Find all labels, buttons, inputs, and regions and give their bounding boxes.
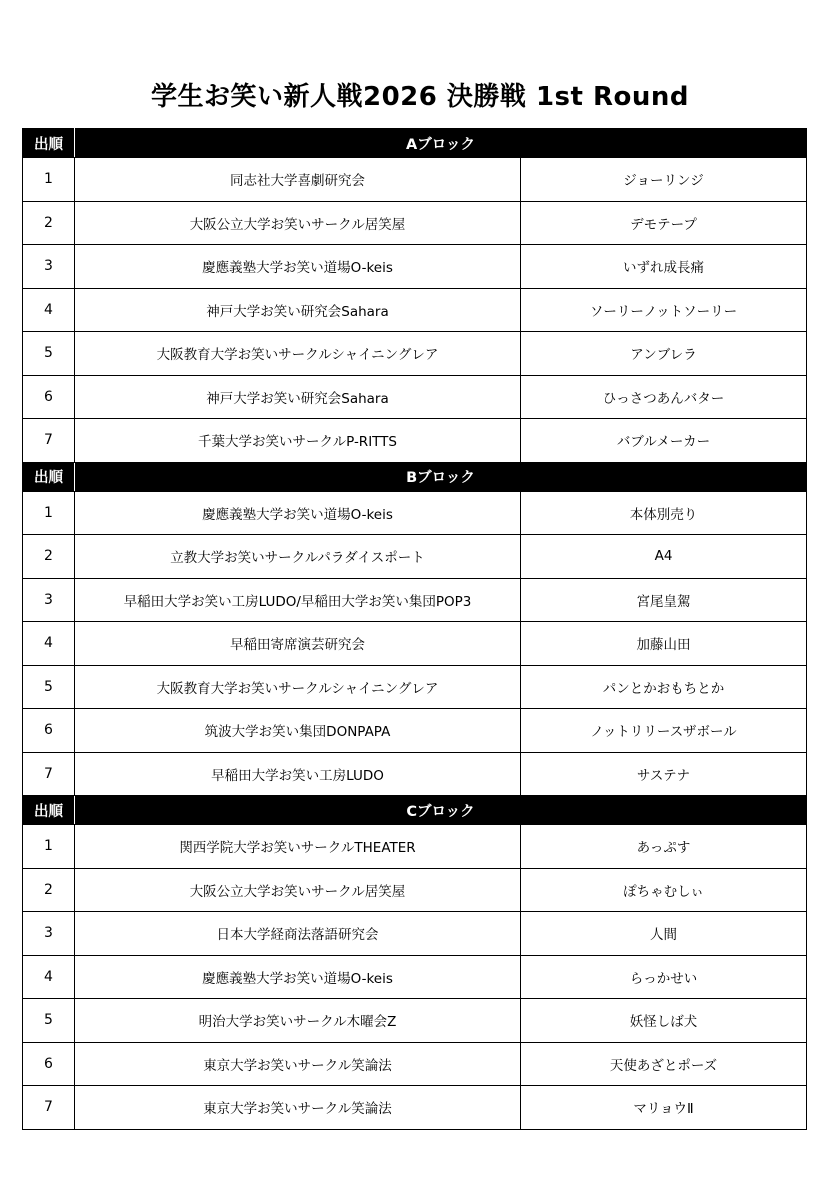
performance-order: 2 bbox=[23, 535, 75, 579]
school-club-name: 東京大学お笑いサークル笑論法 bbox=[75, 1042, 521, 1086]
performance-order: 4 bbox=[23, 288, 75, 332]
school-club-name: 千葉大学お笑いサークルP-RITTS bbox=[75, 419, 521, 463]
school-club-name: 大阪公立大学お笑いサークル居笑屋 bbox=[75, 201, 521, 245]
unit-name: A4 bbox=[521, 535, 807, 579]
unit-name: パンとかおもちとか bbox=[521, 665, 807, 709]
table-row bbox=[23, 825, 807, 869]
school-club-name: 同志社大学喜劇研究会 bbox=[75, 158, 521, 202]
table-row bbox=[23, 419, 807, 463]
table-row bbox=[23, 1042, 807, 1086]
lineup-table bbox=[22, 128, 807, 1130]
table-row bbox=[23, 491, 807, 535]
performance-order: 5 bbox=[23, 332, 75, 376]
block-b-header-row bbox=[23, 462, 807, 491]
unit-name: デモテープ bbox=[521, 201, 807, 245]
unit-name: ジョーリンジ bbox=[521, 158, 807, 202]
school-club-name: 慶應義塾大学お笑い道場O-keis bbox=[75, 491, 521, 535]
unit-name: ひっさつあんバター bbox=[521, 375, 807, 419]
school-club-name: 大阪教育大学お笑いサークルシャイニングレア bbox=[75, 665, 521, 709]
block-a-header-row bbox=[23, 129, 807, 158]
table-row bbox=[23, 245, 807, 289]
unit-name: いずれ成長痛 bbox=[521, 245, 807, 289]
block-b-title: Bブロック bbox=[75, 462, 807, 491]
unit-name: マリョウⅡ bbox=[521, 1086, 807, 1130]
order-column-header: 出順 bbox=[23, 462, 75, 491]
table-row bbox=[23, 375, 807, 419]
performance-order: 7 bbox=[23, 1086, 75, 1130]
table-row bbox=[23, 1086, 807, 1130]
school-club-name: 日本大学経商法落語研究会 bbox=[75, 912, 521, 956]
unit-name: サステナ bbox=[521, 752, 807, 796]
table-row bbox=[23, 288, 807, 332]
performance-order: 4 bbox=[23, 622, 75, 666]
table-row bbox=[23, 665, 807, 709]
performance-order: 7 bbox=[23, 419, 75, 463]
unit-name: バブルメーカー bbox=[521, 419, 807, 463]
table-row bbox=[23, 201, 807, 245]
table-row bbox=[23, 868, 807, 912]
unit-name: 宮尾皇駕 bbox=[521, 578, 807, 622]
unit-name: 天使あざとポーズ bbox=[521, 1042, 807, 1086]
table-row bbox=[23, 955, 807, 999]
unit-name: ぽちゃむしぃ bbox=[521, 868, 807, 912]
table-row bbox=[23, 622, 807, 666]
unit-name: 妖怪しば犬 bbox=[521, 999, 807, 1043]
table-row bbox=[23, 578, 807, 622]
school-club-name: 明治大学お笑いサークル木曜会Z bbox=[75, 999, 521, 1043]
performance-order: 7 bbox=[23, 752, 75, 796]
performance-order: 6 bbox=[23, 709, 75, 753]
school-club-name: 慶應義塾大学お笑い道場O-keis bbox=[75, 245, 521, 289]
school-club-name: 筑波大学お笑い集団DONPAPA bbox=[75, 709, 521, 753]
unit-name: 加藤山田 bbox=[521, 622, 807, 666]
performance-order: 6 bbox=[23, 1042, 75, 1086]
performance-order: 3 bbox=[23, 245, 75, 289]
table-row bbox=[23, 709, 807, 753]
table-row bbox=[23, 332, 807, 376]
order-column-header: 出順 bbox=[23, 129, 75, 158]
unit-name: アンブレラ bbox=[521, 332, 807, 376]
school-club-name: 大阪公立大学お笑いサークル居笑屋 bbox=[75, 868, 521, 912]
performance-order: 1 bbox=[23, 158, 75, 202]
performance-order: 1 bbox=[23, 825, 75, 869]
school-club-name: 神戸大学お笑い研究会Sahara bbox=[75, 375, 521, 419]
unit-name: ノットリリースザボール bbox=[521, 709, 807, 753]
table-row bbox=[23, 999, 807, 1043]
performance-order: 1 bbox=[23, 491, 75, 535]
table-row bbox=[23, 535, 807, 579]
unit-name: 人間 bbox=[521, 912, 807, 956]
performance-order: 3 bbox=[23, 578, 75, 622]
performance-order: 5 bbox=[23, 665, 75, 709]
performance-order: 2 bbox=[23, 868, 75, 912]
performance-order: 5 bbox=[23, 999, 75, 1043]
lineup-table-body bbox=[23, 129, 807, 1130]
school-club-name: 早稲田大学お笑い工房LUDO/早稲田大学お笑い集団POP3 bbox=[75, 578, 521, 622]
block-a-title: Aブロック bbox=[75, 129, 807, 158]
order-column-header: 出順 bbox=[23, 796, 75, 825]
table-row bbox=[23, 912, 807, 956]
unit-name: あっぷす bbox=[521, 825, 807, 869]
school-club-name: 大阪教育大学お笑いサークルシャイニングレア bbox=[75, 332, 521, 376]
performance-order: 4 bbox=[23, 955, 75, 999]
unit-name: ソーリーノットソーリー bbox=[521, 288, 807, 332]
block-c-title: Cブロック bbox=[75, 796, 807, 825]
unit-name: らっかせい bbox=[521, 955, 807, 999]
school-club-name: 関西学院大学お笑いサークルTHEATER bbox=[75, 825, 521, 869]
school-club-name: 立教大学お笑いサークルパラダイスポート bbox=[75, 535, 521, 579]
school-club-name: 早稲田大学お笑い工房LUDO bbox=[75, 752, 521, 796]
page-title: 学生お笑い新人戦2026 決勝戦 1st Round bbox=[150, 82, 690, 112]
school-club-name: 神戸大学お笑い研究会Sahara bbox=[75, 288, 521, 332]
unit-name: 本体別売り bbox=[521, 491, 807, 535]
performance-order: 3 bbox=[23, 912, 75, 956]
performance-order: 2 bbox=[23, 201, 75, 245]
table-row bbox=[23, 752, 807, 796]
school-club-name: 慶應義塾大学お笑い道場O-keis bbox=[75, 955, 521, 999]
block-c-header-row bbox=[23, 796, 807, 825]
school-club-name: 東京大学お笑いサークル笑論法 bbox=[75, 1086, 521, 1130]
performance-order: 6 bbox=[23, 375, 75, 419]
school-club-name: 早稲田寄席演芸研究会 bbox=[75, 622, 521, 666]
table-row bbox=[23, 158, 807, 202]
